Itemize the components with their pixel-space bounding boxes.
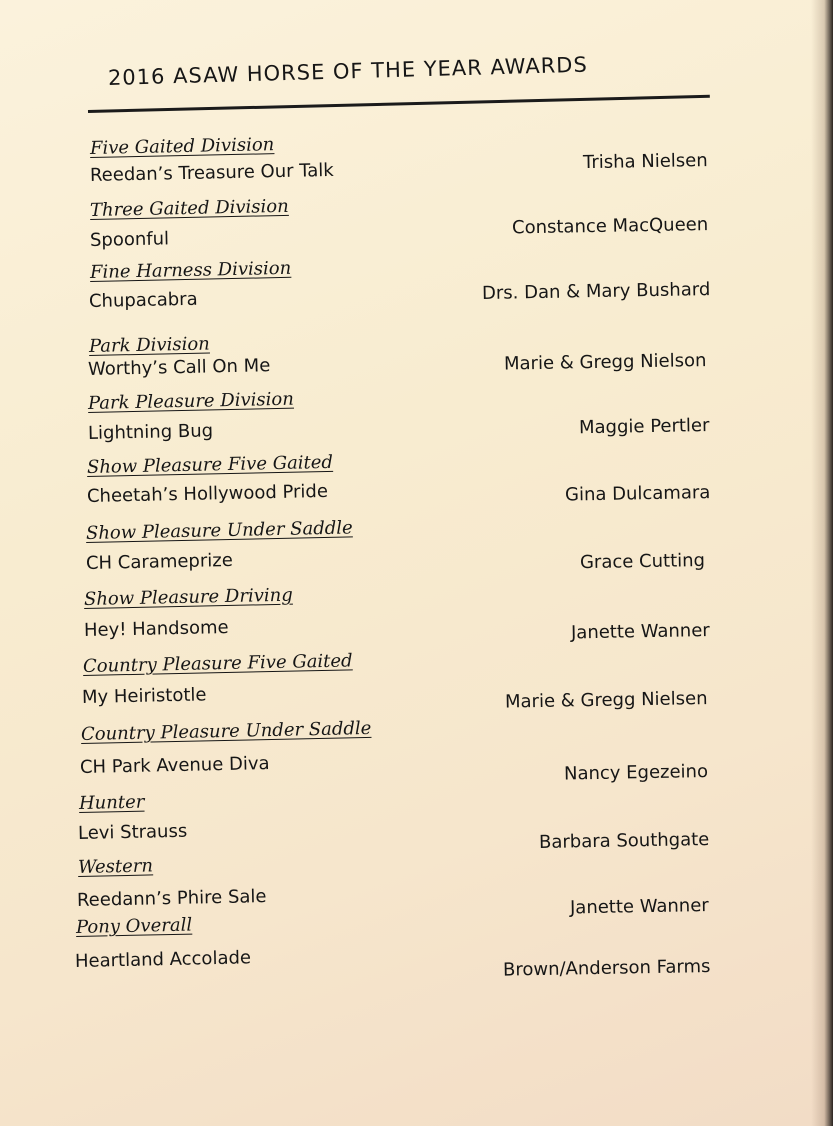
horse-name: Reedann’s Phire Sale bbox=[76, 886, 267, 911]
owner-name: Janette Wanner bbox=[570, 895, 710, 919]
owner-name: Maggie Pertler bbox=[578, 415, 710, 439]
owner-name: Constance MacQueen bbox=[511, 214, 709, 239]
division-label: Three Gaited Division bbox=[89, 195, 289, 221]
division-label: Hunter bbox=[78, 791, 145, 814]
division-label: Fine Harness Division bbox=[89, 257, 292, 283]
owner-name: Trisha Nielsen bbox=[583, 150, 709, 174]
division-label: Show Pleasure Driving bbox=[83, 584, 293, 610]
horse-name: My Heiristotle bbox=[81, 684, 207, 708]
owner-name: Marie & Gregg Nielsen bbox=[505, 688, 709, 713]
horse-name: Chupacabra bbox=[88, 288, 198, 312]
division-label: Pony Overall bbox=[75, 914, 193, 938]
horse-name: CH Carameprize bbox=[85, 549, 234, 574]
division-label: Five Gaited Division bbox=[89, 134, 275, 159]
division-label: Park Division bbox=[88, 333, 211, 357]
owner-name: Nancy Egezeino bbox=[563, 761, 709, 785]
owner-name: Grace Cutting bbox=[579, 550, 706, 574]
page-edge-shadow bbox=[811, 0, 833, 1126]
title-underline-divider bbox=[88, 95, 710, 113]
horse-name: Levi Strauss bbox=[77, 820, 188, 844]
horse-name: Reedan’s Treasure Our Talk bbox=[89, 159, 334, 186]
division-label: Show Pleasure Under Saddle bbox=[85, 517, 353, 544]
division-label: Park Pleasure Division bbox=[87, 388, 295, 414]
division-label: Show Pleasure Five Gaited bbox=[86, 451, 334, 478]
horse-name: Cheetah’s Hollywood Pride bbox=[86, 480, 329, 507]
horse-name: CH Park Avenue Diva bbox=[79, 753, 270, 778]
owner-name: Janette Wanner bbox=[571, 620, 711, 644]
division-label: Country Pleasure Under Saddle bbox=[80, 717, 372, 745]
horse-name: Hey! Handsome bbox=[83, 616, 229, 641]
horse-name: Spoonful bbox=[89, 228, 170, 251]
horse-name: Worthy’s Call On Me bbox=[87, 355, 271, 380]
owner-name: Drs. Dan & Mary Bushard bbox=[481, 279, 711, 304]
horse-name: Heartland Accolade bbox=[74, 947, 252, 972]
owner-name: Barbara Southgate bbox=[538, 829, 710, 853]
division-label: Country Pleasure Five Gaited bbox=[82, 650, 353, 677]
page-title: 2016 ASAW HORSE OF THE YEAR AWARDS bbox=[107, 52, 589, 90]
division-label: Western bbox=[77, 855, 154, 878]
horse-name: Lightning Bug bbox=[87, 420, 214, 444]
owner-name: Marie & Gregg Nielson bbox=[503, 350, 707, 375]
owner-name: Gina Dulcamara bbox=[564, 482, 711, 506]
owner-name: Brown/Anderson Farms bbox=[502, 956, 711, 981]
